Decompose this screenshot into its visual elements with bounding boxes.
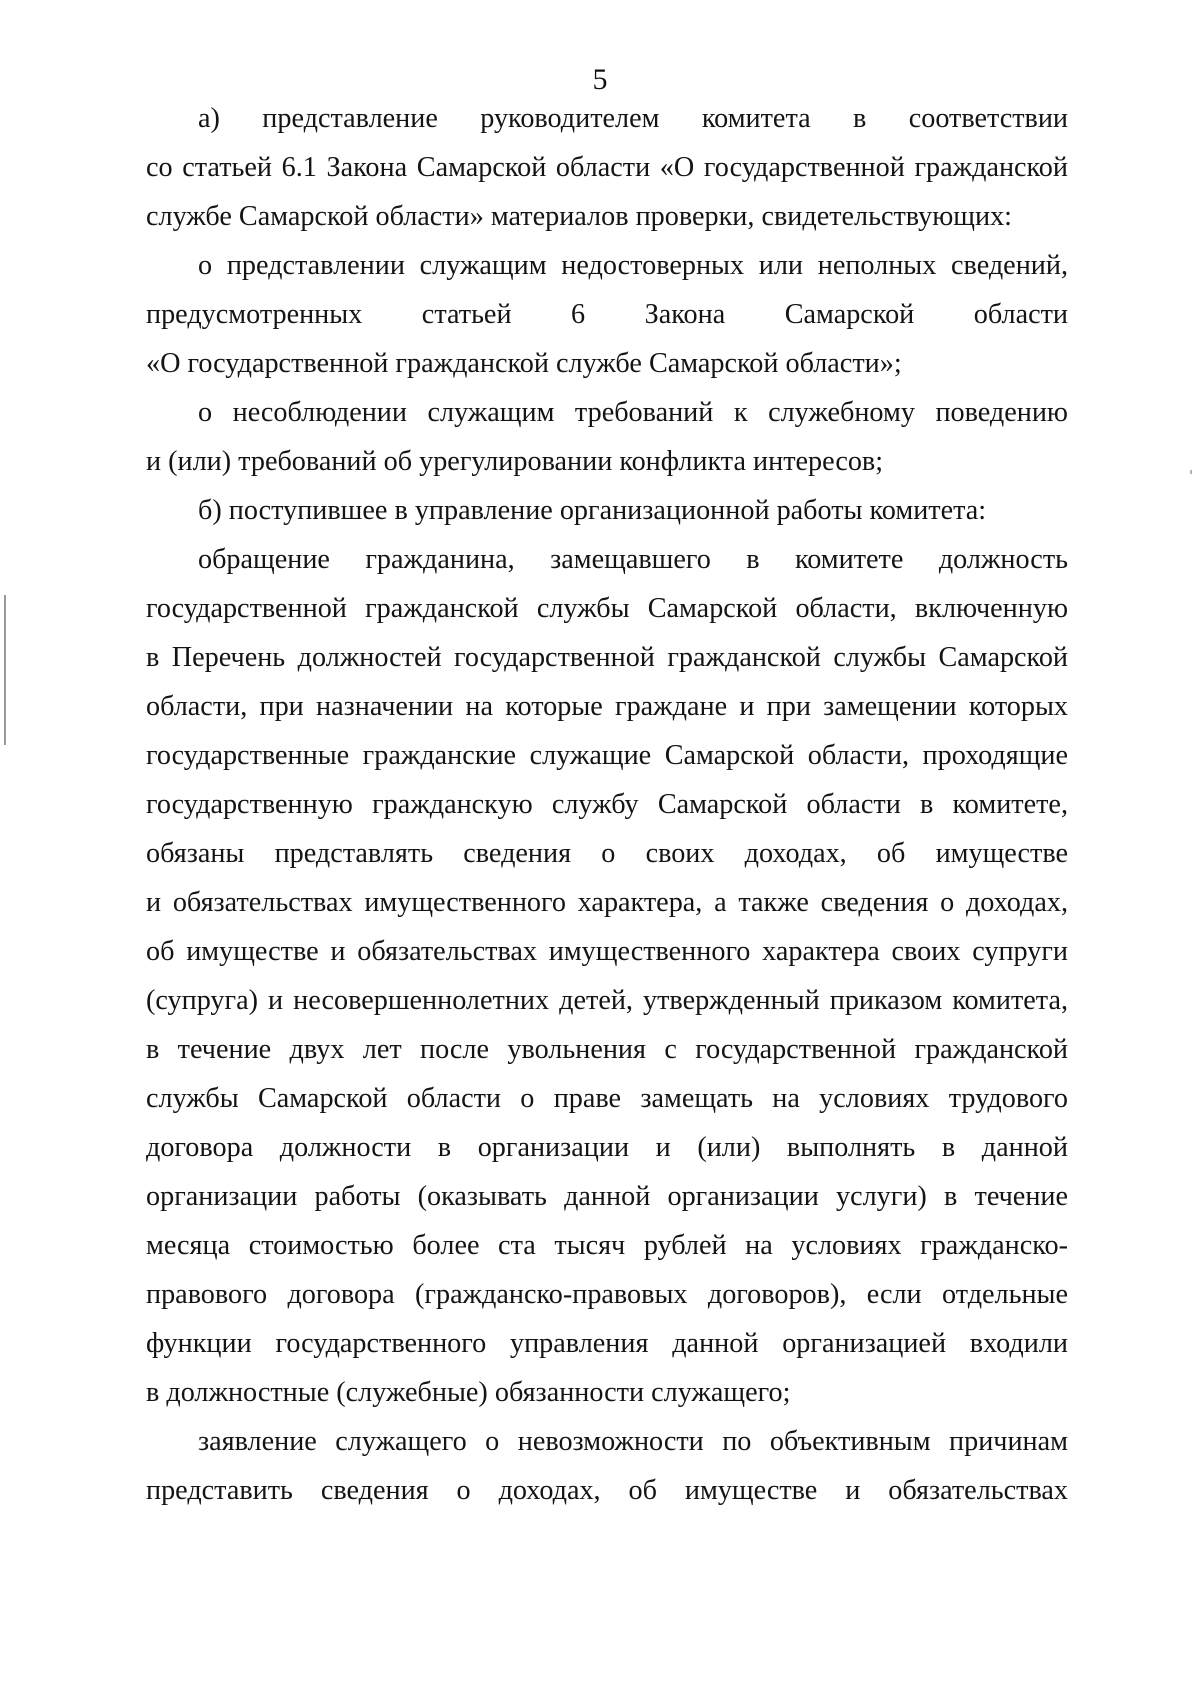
- scan-dot-mark: [1190, 470, 1192, 474]
- text-line: государственную гражданскую службу Самарской области в комитете,: [146, 789, 1068, 820]
- paragraph: [146, 535, 1068, 1417]
- text-line: в должностные (служебные) обязанности служащего;: [146, 1377, 791, 1408]
- text-line: (супруга) и несовершеннолетних детей, утвержденный приказом комитета,: [146, 985, 1068, 1016]
- text-line: договора должности в организации и (или) выполнять в данной: [146, 1132, 1068, 1163]
- text-line: об имуществе и обязательствах имущественного характера своих супруги: [146, 936, 1068, 967]
- text-line: правового договора (гражданско-правовых договоров), если отдельные: [146, 1279, 1068, 1310]
- text-line: в течение двух лет после увольнения с государственной гражданской: [146, 1034, 1068, 1065]
- document-body: [146, 94, 1068, 1515]
- text-line: месяца стоимостью более ста тысяч рублей на условиях гражданско-: [146, 1230, 1068, 1261]
- text-line: б) поступившее в управление организационной работы комитета:: [198, 495, 987, 526]
- text-line: государственные гражданские служащие Самарской области, проходящие: [146, 740, 1068, 771]
- text-line: «О государственной гражданской службе Самарской области»;: [146, 348, 902, 379]
- text-line: предусмотренных статьей 6 Закона Самарской области: [146, 299, 1068, 330]
- text-line: организации работы (оказывать данной организации услуги) в течение: [146, 1181, 1068, 1212]
- text-line: обязаны представлять сведения о своих доходах, об имуществе: [146, 838, 1068, 869]
- text-line: о представлении служащим недостоверных или неполных сведений,: [198, 250, 1068, 281]
- text-line: в Перечень должностей государственной гражданской службы Самарской: [146, 642, 1068, 673]
- text-line: обращение гражданина, замещавшего в комитете должность: [198, 544, 1068, 575]
- text-line: службе Самарской области» материалов проверки, свидетельствующих:: [146, 201, 1013, 232]
- text-line: со статьей 6.1 Закона Самарской области «О государственной гражданской: [146, 152, 1068, 183]
- text-line: области, при назначении на которые граждане и при замещении которых: [146, 691, 1068, 722]
- text-line: государственной гражданской службы Самарской области, включенную: [146, 593, 1068, 624]
- text-line: заявление служащего о невозможности по объективным причинам: [198, 1426, 1068, 1457]
- text-line: и (или) требований об урегулировании конфликта интересов;: [146, 446, 884, 477]
- paragraph: [146, 241, 1068, 388]
- paragraph: [146, 388, 1068, 486]
- text-line: и обязательствах имущественного характера, а также сведения о доходах,: [146, 887, 1068, 918]
- paragraph: [146, 486, 1068, 535]
- text-line: службы Самарской области о праве замещать на условиях трудового: [146, 1083, 1068, 1114]
- paragraph: [146, 1417, 1068, 1515]
- scan-edge-mark: [4, 595, 6, 745]
- text-line: а) представление руководителем комитета в соответствии: [198, 103, 1068, 134]
- text-line: о несоблюдении служащим требований к служебному поведению: [198, 397, 1068, 428]
- text-line: функции государственного управления данной организацией входили: [146, 1328, 1068, 1359]
- page-number: 5: [592, 63, 608, 96]
- text-line: представить сведения о доходах, об имуществе и обязательствах: [146, 1475, 1068, 1506]
- paragraph: [146, 94, 1068, 241]
